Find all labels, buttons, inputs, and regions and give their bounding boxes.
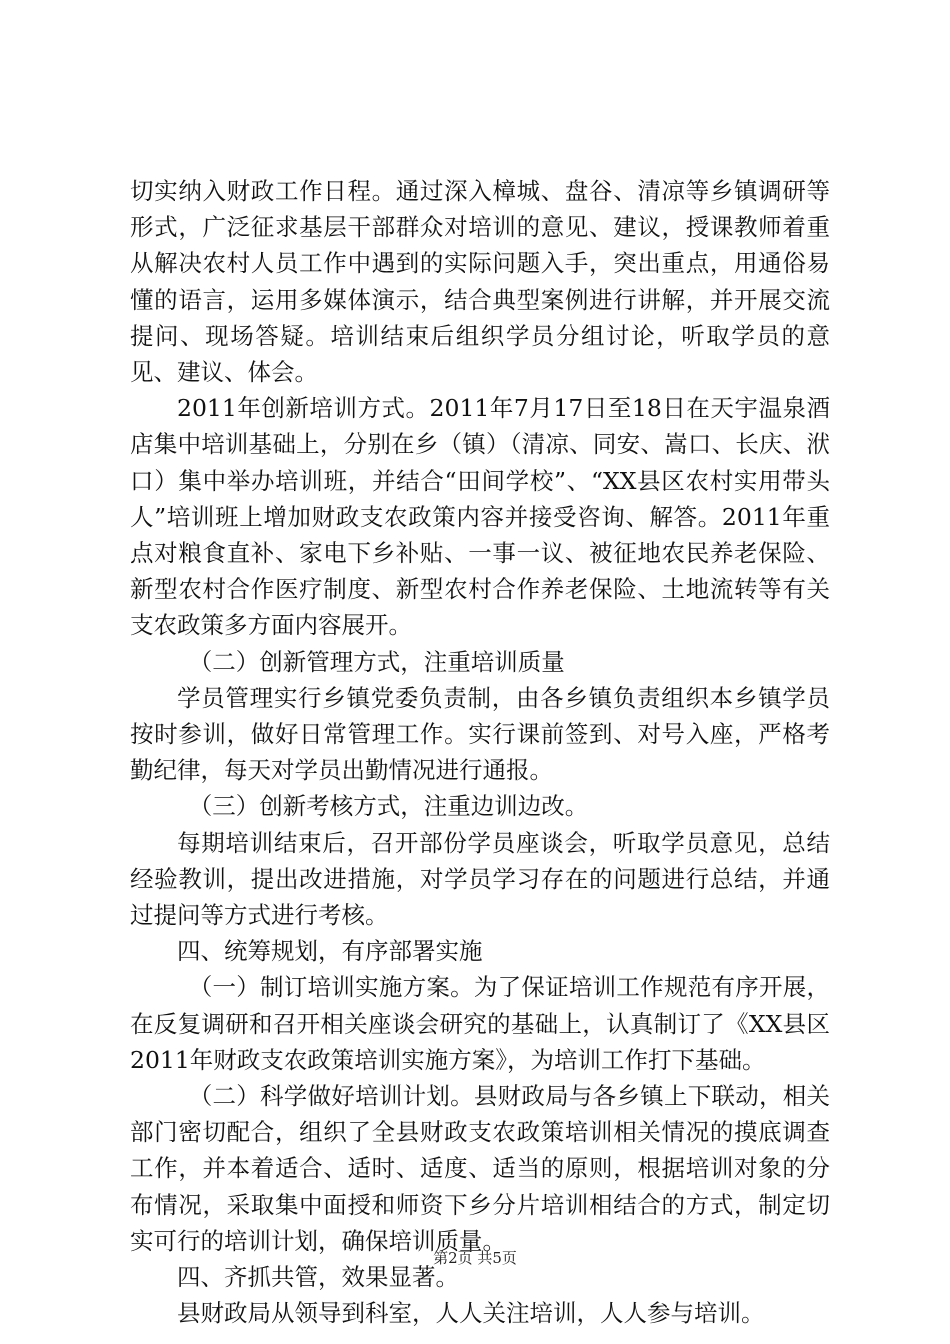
section-heading: （三）创新考核方式，注重边训边改。	[188, 792, 589, 821]
page-footer: 第2页 共5页	[433, 1249, 517, 1267]
document-body	[130, 173, 830, 1332]
paragraph: （一）制订培训实施方案。为了保证培训工作规范有序开展，在反复调研和召开相关座谈会研究的基础上，认真制订了《XX县区2011年财政支农政策培训实施方案》，为培训工作打下基础。	[130, 973, 830, 1074]
section-heading: 四、齐抓共管，效果显著。	[177, 1263, 459, 1292]
section-heading: 四、统筹规划，有序部署实施	[177, 937, 483, 966]
paragraph: 学员管理实行乡镇党委负责制，由各乡镇负责组织本乡镇学员按时参训，做好日常管理工作。实行课前签到、对号入座，严格考勤纪律，每天对学员出勤情况进行通报。	[130, 683, 830, 785]
paragraph: 县财政局从领导到科室，人人关注培训，人人参与培训。	[177, 1299, 765, 1328]
paragraph: 2011年创新培训方式。2011年7月17日至18日在天宇温泉酒店集中培训基础上，分别在乡（镇）（清凉、同安、嵩口、长庆、洑口）集中举办培训班，并结合“田间学校”、“XX县区农村实用带头人”培训班上增加财政支农政策内容并接受咨询、解答。2011年重点对粮食直补、家电下乡补贴、一事一议、被征地农民养老保险、新型农村合作医疗制度、新型农村合作养老保险、土地流转等有关支农政策多方面内容展开。	[130, 394, 830, 640]
paragraph: （二）科学做好培训计划。县财政局与各乡镇上下联动，相关部门密切配合，组织了全县财政支农政策培训相关情况的摸底调查工作，并本着适合、适时、适度、适当的原则，根据培训对象的分布情况，采取集中面授和师资下乡分片培训相结合的方式，制定切实可行的培训计划，确保培训质量。	[130, 1082, 830, 1255]
paragraph: 切实纳入财政工作日程。通过深入樟城、盘谷、清凉等乡镇调研等形式，广泛征求基层干部群众对培训的意见、建议，授课教师着重从解决农村人员工作中遇到的实际问题入手，突出重点，用通俗易懂的语言，运用多媒体演示，结合典型案例进行讲解，并开展交流提问、现场答疑。培训结束后组织学员分组讨论，听取学员的意见、建议、体会。	[130, 177, 830, 387]
section-heading: （二）创新管理方式，注重培训质量	[188, 647, 565, 676]
paragraph: 每期培训结束后，召开部份学员座谈会，听取学员意见，总结经验教训，提出改进措施，对学员学习存在的问题进行总结，并通过提问等方式进行考核。	[130, 828, 830, 930]
